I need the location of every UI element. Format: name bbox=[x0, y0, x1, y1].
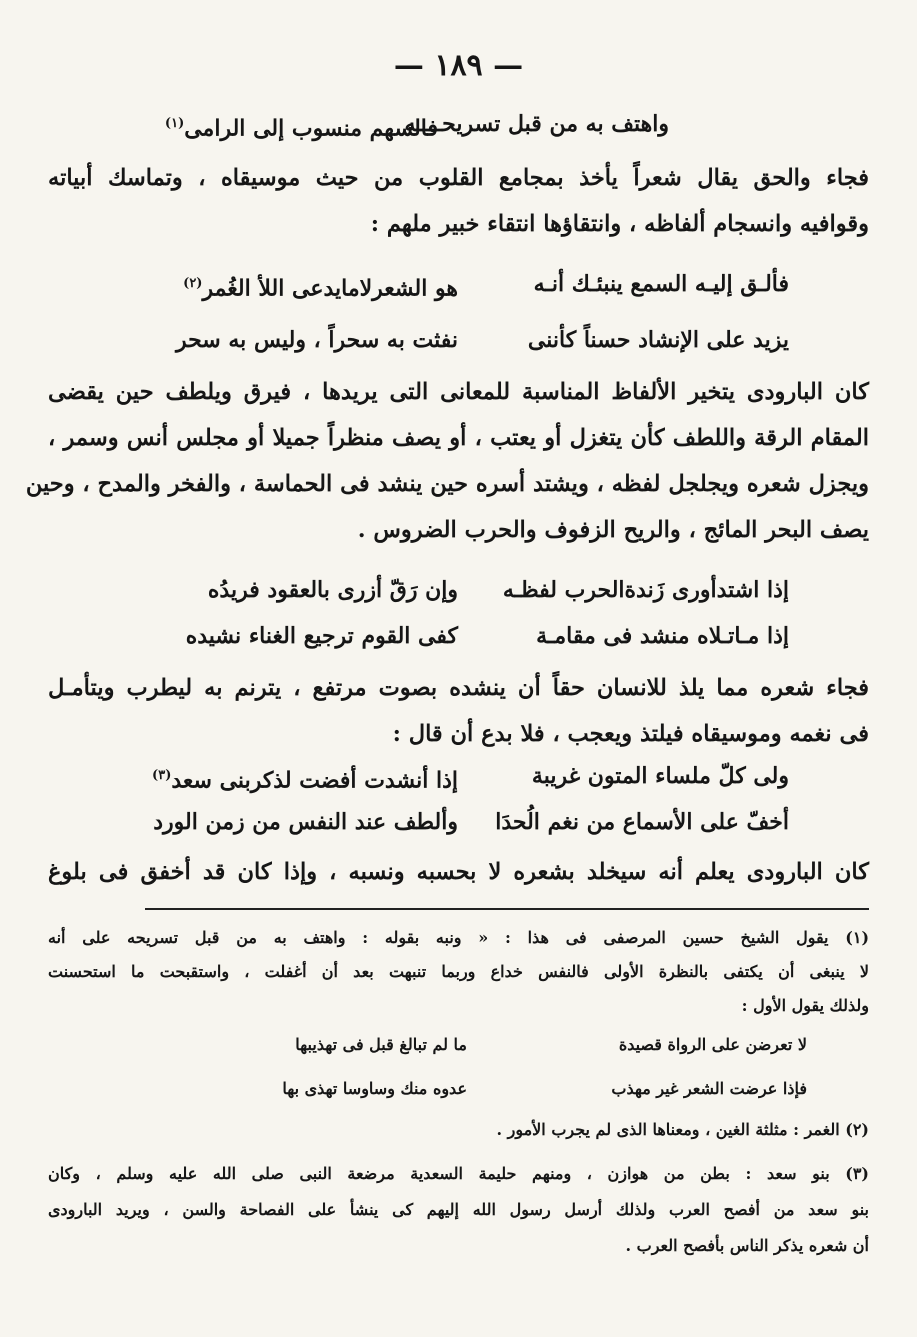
verse-text: فالسهم منسوب إلى الرامى bbox=[184, 115, 438, 142]
footnote-line: أن شعره يذكر الناس بأفصح العرب . bbox=[625, 1236, 869, 1255]
footnote-line: بنو سعد من أفصح العرب ولذلك أرسل رسول الله إليهم كى ينشأ على الفصاحة والسن ، ويريد البارودى bbox=[48, 1200, 869, 1219]
footnote-verse bbox=[207, 1030, 807, 1060]
verse-hemistich-first: فألـق إليـه السمع ينبئـك أنـه bbox=[533, 271, 789, 297]
footnote-marker: (٣) bbox=[152, 768, 172, 783]
verse-hemistich-second bbox=[118, 262, 458, 310]
verse-hemistich-second bbox=[118, 754, 458, 802]
footnote-divider bbox=[145, 908, 869, 910]
footnote-marker: (١) bbox=[164, 116, 185, 131]
verse-line bbox=[48, 800, 869, 844]
footnote-verse bbox=[207, 1074, 807, 1104]
verse-hemistich-second: كفى القوم ترجيع الغناء نشيده bbox=[185, 623, 458, 649]
verse-hemistich-first: لا تعرضن على الرواة قصيدة bbox=[618, 1035, 807, 1054]
verse-hemistich-second: نفثت به سحراً ، وليس به سحر bbox=[175, 327, 458, 353]
verse-hemistich-second bbox=[164, 102, 438, 150]
paragraph-line: كان البارودى يعلم أنه سيخلد بشعره لا بحسبه ونسبه ، وإذا كان قد أخفق فى بلوغ bbox=[48, 859, 869, 885]
footnote-line: (١) يقول الشيخ حسين المرصفى فى هذا : « ونبه بقوله : واهتف به من قبل تسريحه على أنه bbox=[48, 928, 870, 947]
verse-text: إذا أنشدت أفضت لذكربنى سعد bbox=[171, 767, 458, 794]
paragraph-line: فجاء والحق يقال شعراً يأخذ بمجامع القلوب من حيث موسيقاه ، وتماسك أبياته bbox=[48, 165, 869, 191]
verse-line bbox=[48, 754, 869, 798]
page-number: — ١٨٩ — bbox=[393, 48, 524, 83]
verse-text: هو الشعرلامايدعى اللأ الغُمر bbox=[202, 275, 458, 302]
verse-line bbox=[48, 262, 869, 306]
footnote-line: ولذلك يقول الأول : bbox=[741, 996, 869, 1015]
verse-hemistich-first: إذا مـاتـلاه منشد فى مقامـة bbox=[536, 623, 789, 649]
verse-hemistich-first: أخفّ على الأسماع من نغم الُحدَا bbox=[495, 809, 789, 835]
footnote-line: (٢) الغمر : مثلثة الغين ، ومعناها الذى لم يجرب الأمور . bbox=[496, 1120, 869, 1139]
footnote-line: (٣) بنو سعد : بطن من هوازن ، ومنهم حليمة السعدية مرضعة النبى صلى الله عليه وسلم ، وكان bbox=[48, 1164, 869, 1183]
verse-line bbox=[48, 568, 869, 612]
verse-hemistich-second: وإن رَقّ أزرى بالعقود فريدُه bbox=[207, 577, 458, 603]
paragraph-line: المقام الرقة واللطف كأن يتغزل أو يعتب ، أو يصف منظراً جميلا أو مجلس أنس وسمر ، bbox=[48, 425, 869, 451]
footnote-line: لا ينبغى أن يكتفى بالنظرة الأولى فالنفس خداع وربما تنبهت بعد أن أغفلت ، واستقبحت ما استحسنت bbox=[48, 962, 869, 981]
paragraph-line: فجاء شعره مما يلذ للانسان حقاً أن ينشده بصوت مرتفع ، يترنم به ليطرب ويتأمـل bbox=[48, 675, 869, 701]
paragraph-line: ويجزل شعره ويجلجل لفظه ، ويشتد أسره حين ينشد فى الحماسة ، والفخر والمدح ، وحين bbox=[25, 471, 869, 497]
verse-hemistich-second: وألطف عند النفس من زمن الورد bbox=[153, 809, 458, 835]
verse-hemistich-first: ولى كلّ ملساء المتون غريبة bbox=[531, 763, 789, 789]
paragraph-line: وقوافيه وانسجام ألفاظه ، وانتقاؤها انتقاء خبير ملهم : bbox=[370, 211, 869, 237]
verse-line bbox=[48, 614, 869, 658]
verse-line bbox=[48, 318, 869, 362]
verse-hemistich-second: ما لم تبالغ قبل فى تهذيبها bbox=[295, 1035, 467, 1054]
paragraph-line: فى نغمه وموسيقاه فيلتذ ويعجب ، فلا بدع أن قال : bbox=[392, 721, 869, 747]
verse-line bbox=[48, 102, 869, 146]
verse-hemistich-first: يزيد على الإنشاد حسناً كأننى bbox=[527, 327, 789, 353]
paragraph-line: كان البارودى يتخير الألفاظ المناسبة للمعانى التى يريدها ، فيرق ويلطف حين يقضى bbox=[48, 379, 869, 405]
verse-hemistich-first: واهتف به من قبل تسريحــــه bbox=[404, 111, 669, 137]
paragraph-line: يصف البحر المائج ، والريح الزفوف والحرب الضروس . bbox=[357, 517, 869, 543]
verse-hemistich-first: فإذا عرضت الشعر غير مهذب bbox=[611, 1079, 807, 1098]
verse-hemistich-second: عدوه منك وساوسا تهذى بها bbox=[282, 1079, 467, 1098]
footnote-marker: (٢) bbox=[183, 276, 203, 291]
verse-hemistich-first: إذا اشتدأورى زَندةالحرب لفظـه bbox=[502, 577, 789, 603]
